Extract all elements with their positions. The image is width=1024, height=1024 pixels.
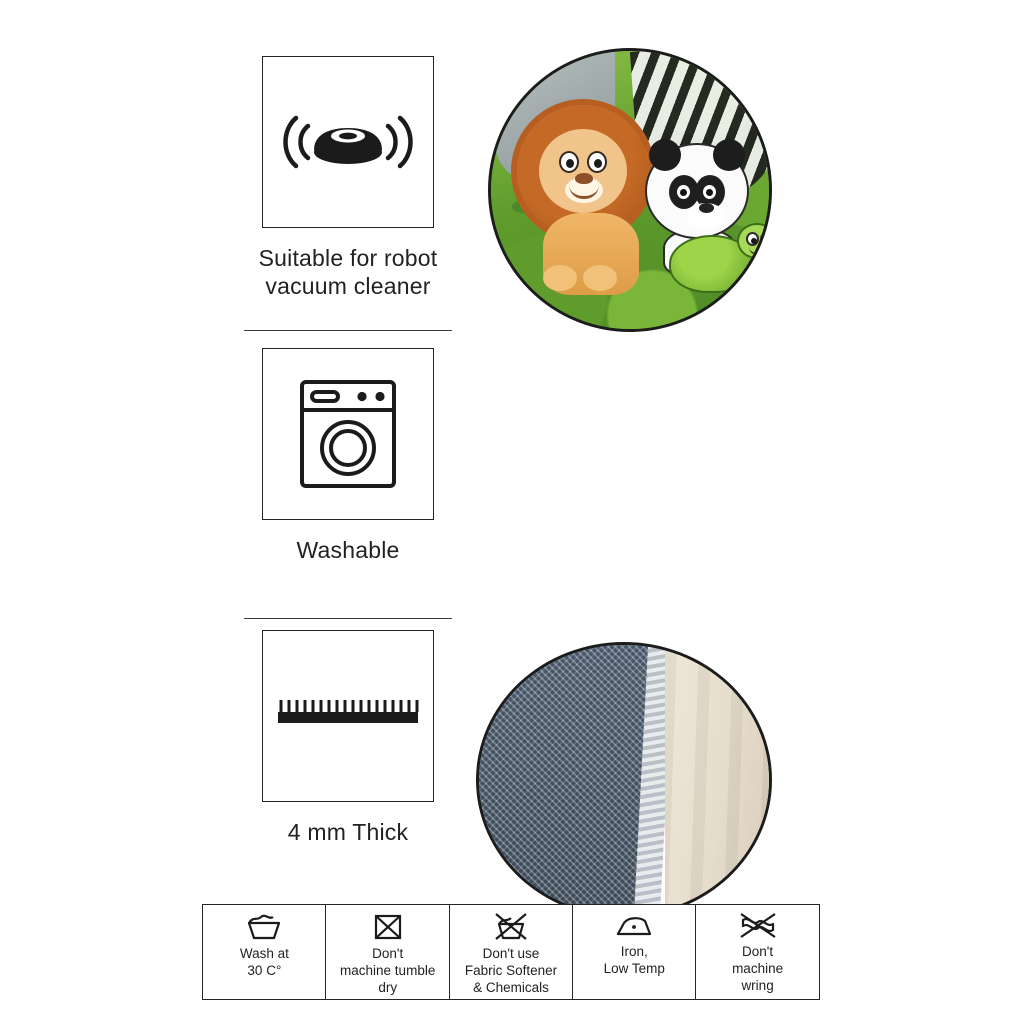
care-item-no-fabric-softener [449, 904, 574, 1000]
lion-nose [575, 173, 593, 184]
lion-face [539, 129, 627, 213]
feature-left-column [238, 600, 458, 890]
feature-label-thickness [288, 818, 408, 846]
care-line-3: & Chemicals [473, 979, 549, 995]
care-line-1: Iron, [620, 944, 648, 959]
feature-label-line-2: vacuum cleaner [265, 273, 431, 300]
feature-label-line-1: Washable [296, 537, 400, 563]
robot-vacuum-icon [282, 94, 414, 190]
feature-label-robot-vacuum [259, 244, 438, 300]
care-line-2: 30 C° [247, 962, 282, 978]
care-line-2: machine tumble dry [340, 962, 436, 995]
lion-paw-left [543, 265, 577, 291]
iron-low-temp-icon [614, 912, 654, 940]
feature-label-washable [296, 536, 399, 564]
turtle-head [737, 223, 772, 259]
care-line-1: Don't [372, 946, 404, 961]
care-line-1: Don't [742, 944, 774, 959]
care-label-no-tumble-dry [326, 946, 449, 997]
care-label-no-wring [729, 944, 786, 995]
feature-left-column [238, 20, 458, 310]
washing-machine-icon-box [262, 348, 434, 520]
feature-row-thickness [0, 600, 1024, 890]
turtle-smile [749, 247, 769, 255]
wash-tub-icon [244, 912, 284, 942]
care-line-3: wring [741, 977, 774, 993]
no-fabric-softener-icon [492, 912, 530, 942]
panda-ear-left [649, 139, 681, 171]
care-label-no-fabric-softener [462, 946, 560, 997]
care-line-2: machine [732, 960, 784, 976]
care-item-wash-30 [202, 904, 327, 1000]
care-line-2: Low Temp [603, 960, 665, 976]
lion-eye-right [587, 151, 607, 173]
panda-ear-right [713, 139, 745, 171]
feature-label-line-1: Suitable for robot [258, 245, 438, 271]
care-instructions-strip [202, 904, 820, 1000]
no-tumble-dry-icon [371, 912, 405, 942]
care-item-iron-low-temp [572, 904, 697, 1000]
care-item-no-tumble-dry [325, 904, 450, 1000]
feature-label-line-1: 4 mm Thick [287, 819, 409, 845]
care-label-wash-30 [237, 946, 292, 980]
washing-machine-icon [290, 372, 406, 496]
turtle-eye-right [760, 232, 772, 246]
panda-nose [699, 203, 714, 213]
no-wring-icon [737, 912, 779, 940]
lion-paw-right [583, 265, 617, 291]
photo-jungle-animal-print [488, 48, 772, 332]
thickness-bar-icon [272, 686, 424, 746]
care-line-2: Fabric Softener [464, 962, 558, 978]
feature-row-washable [0, 312, 1024, 602]
care-line-1: Don't use [482, 946, 540, 961]
lion-eye-left [559, 151, 579, 173]
care-item-no-wring [695, 904, 820, 1000]
turtle-illustration [659, 219, 772, 305]
thickness-icon-box [262, 630, 434, 802]
feature-row-robot-vacuum [0, 20, 1024, 310]
turtle-eye-left [746, 232, 759, 246]
feature-left-column [238, 312, 458, 602]
care-line-1: Wash at [239, 946, 289, 961]
care-label-iron-low-temp [601, 944, 668, 978]
robot-vacuum-icon-box [262, 56, 434, 228]
